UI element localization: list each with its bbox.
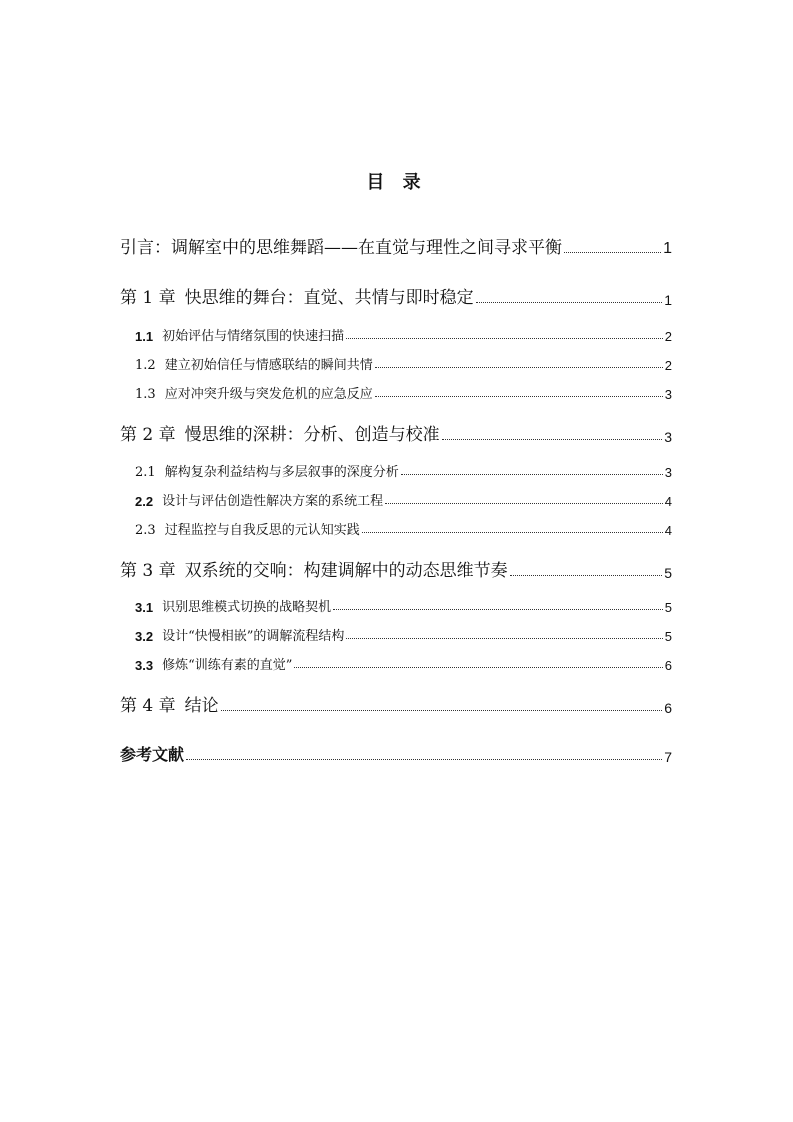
page-number: 4: [664, 494, 672, 509]
page-number: 7: [664, 749, 672, 765]
entry-text: 参考文献: [120, 745, 185, 764]
entry-text: 引言：调解室中的思维舞蹈——在直觉与理性之间寻求平衡: [120, 238, 562, 258]
dot-leader: [401, 474, 663, 475]
section-number: 3.1: [135, 600, 154, 615]
page-number: 1: [664, 292, 672, 308]
section-number: 1.1: [135, 329, 154, 344]
page-number: 5: [664, 629, 672, 644]
dot-leader: [333, 609, 663, 610]
toc-entry-references[interactable]: [120, 741, 672, 765]
page-number: 2: [664, 329, 672, 344]
entry-text: 双系统的交响：构建调解中的动态思维节奏: [184, 561, 508, 581]
toc-entry-section-3-1[interactable]: [135, 597, 672, 615]
dot-leader: [375, 367, 663, 368]
toc-entry-chapter-4[interactable]: [120, 692, 672, 716]
chapter-number: 第 3 章: [120, 561, 176, 581]
toc-entry-section-3-3[interactable]: [135, 655, 672, 673]
entry-text: 应对冲突升级与突发危机的应急反应: [164, 387, 373, 402]
dot-leader: [346, 338, 663, 339]
dot-leader: [564, 252, 661, 253]
page-number: 5: [664, 600, 672, 615]
page-number: 5: [664, 565, 672, 581]
entry-text: 修炼“训练有素的直觉”: [162, 658, 293, 673]
section-number: 3.2: [135, 629, 154, 644]
section-number: 2.3: [135, 523, 156, 538]
toc-entry-chapter-2[interactable]: [120, 421, 672, 445]
dot-leader: [442, 439, 663, 440]
toc-entry-section-2-3[interactable]: [135, 520, 672, 538]
dot-leader: [294, 667, 662, 668]
dot-leader: [186, 759, 662, 760]
entry-text: 解构复杂利益结构与多层叙事的深度分析: [164, 465, 399, 480]
toc-entry-section-2-1[interactable]: [135, 462, 672, 480]
entry-text: 识别思维模式切换的战略契机: [162, 600, 332, 615]
chapter-number: 第 1 章: [120, 288, 176, 308]
dot-leader: [346, 638, 662, 639]
entry-text: 初始评估与情绪氛围的快速扫描: [162, 329, 345, 344]
page-number: 3: [664, 465, 672, 480]
entry-text: 慢思维的深耕：分析、创造与校准: [184, 425, 440, 445]
toc-entry-section-1-2[interactable]: [135, 355, 672, 373]
dot-leader: [385, 503, 663, 504]
entry-text: 建立初始信任与情感联结的瞬间共情: [164, 358, 373, 373]
dot-leader: [510, 575, 663, 576]
toc-entry-chapter-3[interactable]: [120, 557, 672, 581]
dot-leader: [221, 710, 663, 711]
toc-entry-chapter-1[interactable]: [120, 284, 672, 308]
chapter-number: 第 2 章: [120, 425, 176, 445]
entry-text: 设计与评估创造性解决方案的系统工程: [162, 494, 384, 509]
section-number: 3.3: [135, 658, 154, 673]
page-number: 4: [664, 523, 672, 538]
page-number: 2: [664, 358, 672, 373]
toc-entry-section-3-2[interactable]: [135, 626, 672, 644]
page-number: 6: [664, 700, 672, 716]
toc-entry-section-1-3[interactable]: [135, 384, 672, 402]
toc-entry-intro[interactable]: [120, 234, 672, 258]
entry-text: 结论: [184, 696, 219, 716]
section-number: 2.2: [135, 494, 154, 509]
page-number: 3: [664, 429, 672, 445]
chapter-number: 第 4 章: [120, 696, 176, 716]
toc-entry-section-1-1[interactable]: [135, 326, 672, 344]
page-number: 1: [663, 240, 672, 257]
section-number: 1.3: [135, 387, 156, 402]
dot-leader: [375, 396, 663, 397]
page-number: 3: [664, 387, 672, 402]
section-number: 2.1: [135, 465, 156, 480]
dot-leader: [362, 532, 663, 533]
page-number: 6: [664, 658, 672, 673]
toc-entry-section-2-2[interactable]: [135, 491, 672, 509]
entry-text: 设计“快慢相嵌”的调解流程结构: [162, 629, 345, 644]
toc-title: 目 录: [366, 172, 427, 193]
entry-text: 过程监控与自我反思的元认知实践: [164, 523, 360, 538]
dot-leader: [476, 302, 663, 303]
section-number: 1.2: [135, 358, 156, 373]
entry-text: 快思维的舞台：直觉、共情与即时稳定: [184, 288, 474, 308]
